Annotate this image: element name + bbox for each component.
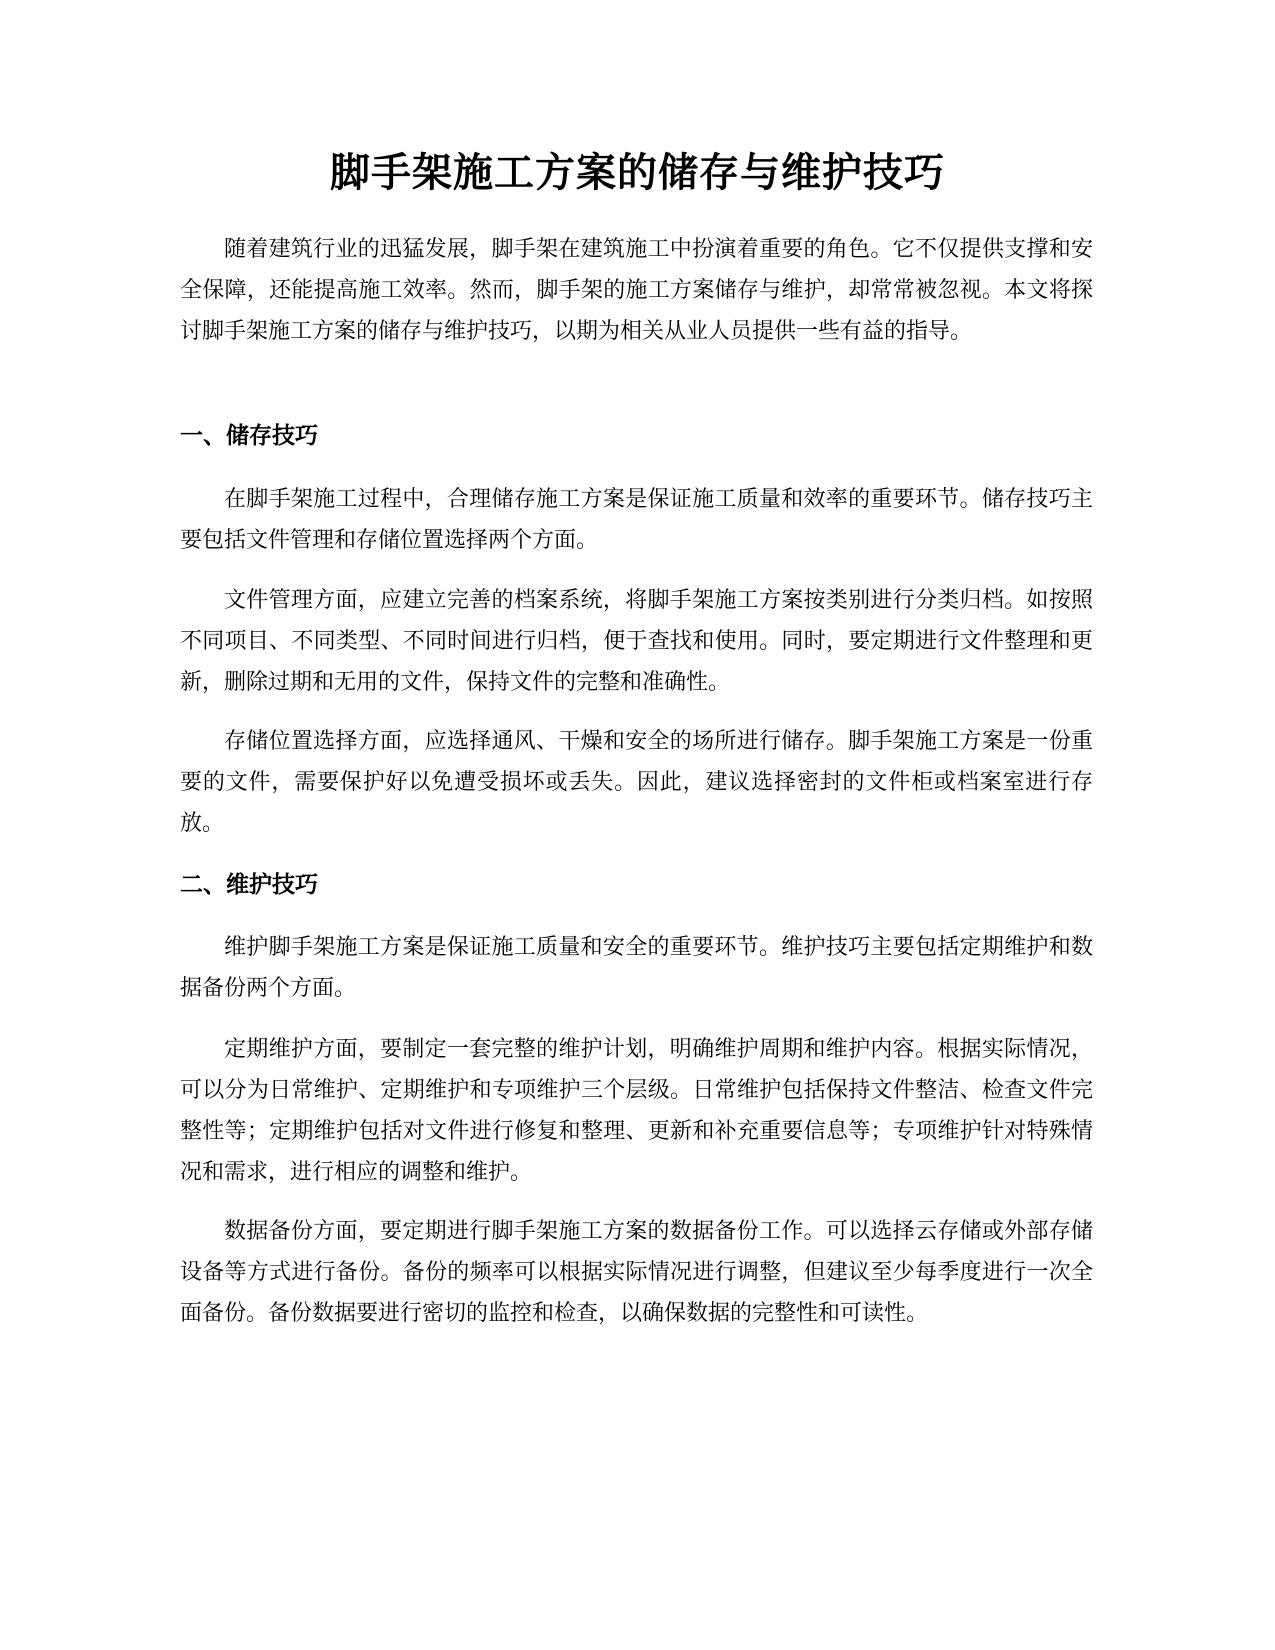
storage-paragraph-2: 文件管理方面，应建立完善的档案系统，将脚手架施工方案按类别进行分类归档。如按照不同项目、不同类型、不同时间进行归档，便于查找和使用。同时，要定期进行文件整理和更新，删除过期和无用的文件，保持文件的完整和准确性。 — [180, 588, 1093, 695]
document-title: 脚手架施工方案的储存与维护技巧 — [330, 150, 945, 196]
maintenance-paragraph-2: 定期维护方面，要制定一套完整的维护计划，明确维护周期和维护内容。根据实际情况，可以分为日常维护、定期维护和专项维护三个层级。日常维护包括保持文件整洁、检查文件完整性等；定期维护包括对文件进行修复和整理、更新和补充重要信息等；专项维护针对特殊情况和需求，进行相应的调整和维护。 — [180, 1037, 1093, 1185]
section-heading-maintenance: 二、维护技巧 — [180, 872, 318, 898]
storage-paragraph-3: 存储位置选择方面，应选择通风、干燥和安全的场所进行储存。脚手架施工方案是一份重要的文件，需要保护好以免遭受损坏或丢失。因此，建议选择密封的文件柜或档案室进行存放。 — [180, 729, 1093, 836]
storage-paragraph-1: 在脚手架施工过程中，合理储存施工方案是保证施工质量和效率的重要环节。储存技巧主要包括文件管理和存储位置选择两个方面。 — [180, 487, 1093, 553]
section-heading-storage: 一、储存技巧 — [180, 423, 318, 449]
maintenance-paragraph-3: 数据备份方面，要定期进行脚手架施工方案的数据备份工作。可以选择云存储或外部存储设备等方式进行备份。备份的频率可以根据实际情况进行调整，但建议至少每季度进行一次全面备份。备份数据要进行密切的监控和检查，以确保数据的完整性和可读性。 — [180, 1219, 1093, 1326]
maintenance-paragraph-1: 维护脚手架施工方案是保证施工质量和安全的重要环节。维护技巧主要包括定期维护和数据备份两个方面。 — [180, 935, 1093, 1001]
intro-paragraph: 随着建筑行业的迅猛发展，脚手架在建筑施工中扮演着重要的角色。它不仅提供支撑和安全保障，还能提高施工效率。然而，脚手架的施工方案储存与维护，却常常被忽视。本文将探讨脚手架施工方案的储存与维护技巧，以期为相关从业人员提供一些有益的指导。 — [180, 237, 1093, 344]
